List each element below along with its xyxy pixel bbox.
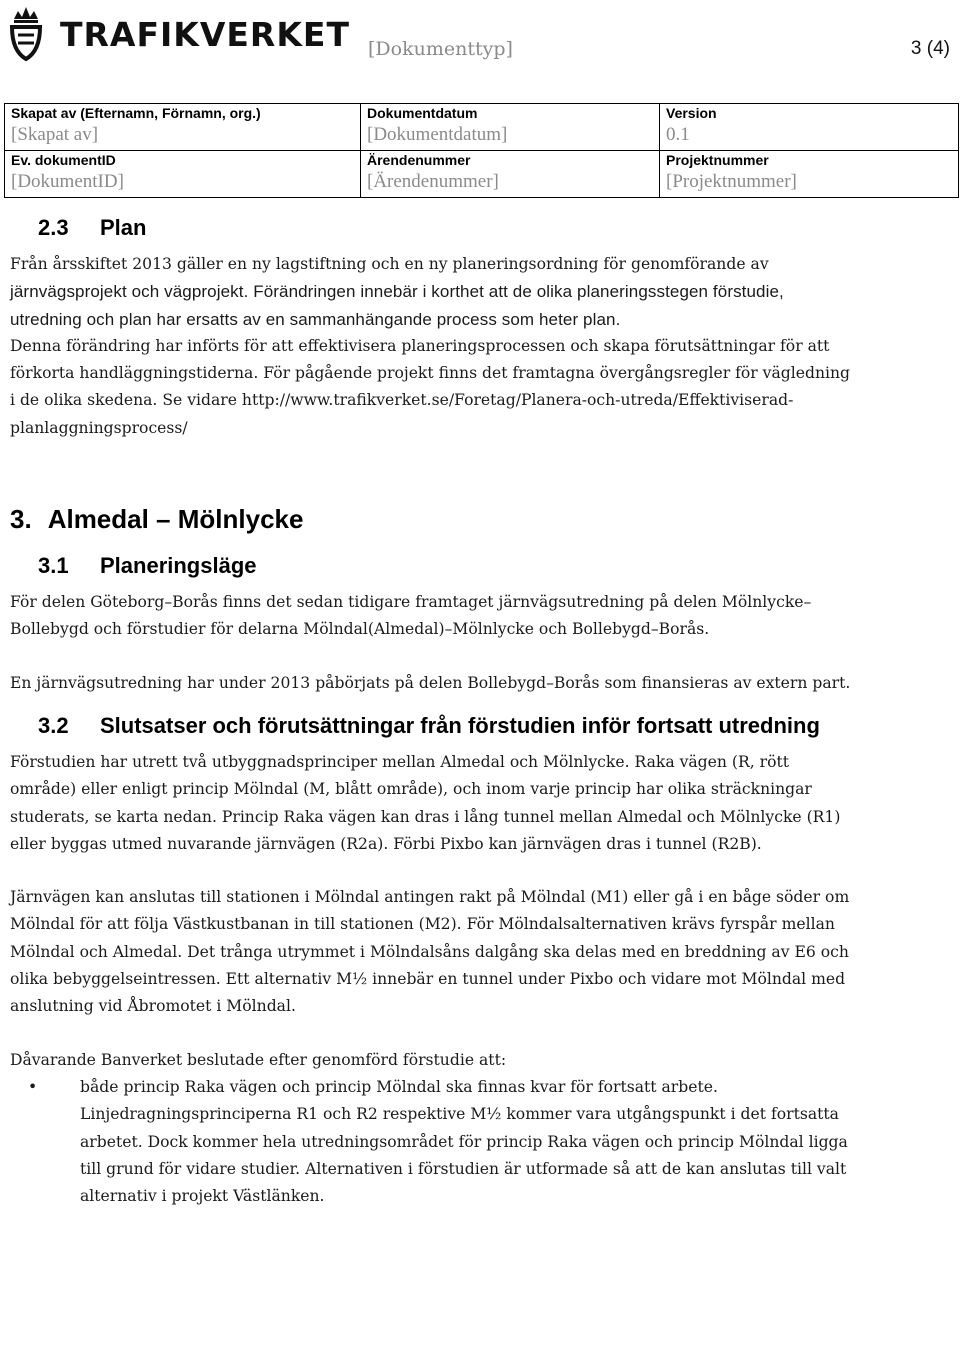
- page-number: 3 (4): [910, 38, 950, 59]
- metadata-cell: [361, 151, 660, 198]
- document-body: [10, 215, 855, 1210]
- section-number: 2.3: [38, 215, 69, 240]
- page-header: [0, 0, 960, 100]
- section-heading-3-1: [10, 553, 855, 579]
- paragraph: Förstudien har utrett två utbyggnadsprinciper mellan Almedal och Mölnlycke. Raka vägen (R, rött område) eller enligt princip Mölndal (M, blått område), och inom varje princip har olika sträckningar studerats, se karta nedan. Princip Raka vägen kan dras i lång tunnel mellan Almedal och Mölnlycke (R1) eller byggas utmed nuvarande järnvägen (R2a). Förbi Pixbo kan järnvägen dras i tunnel (R2B).: [10, 752, 841, 853]
- metadata-label: Dokumentdatum: [367, 105, 478, 121]
- crown-logo-icon: [6, 5, 46, 63]
- section-title: Almedal – Mölnlycke: [47, 504, 304, 535]
- metadata-value: [Skapat av]: [11, 124, 99, 145]
- section-number: 3.1: [38, 553, 69, 579]
- section-title: Slutsatser och förutsättningar från förstudien inför fortsatt utredning: [100, 712, 820, 738]
- metadata-row: [5, 151, 959, 198]
- metadata-value: [Ärendenummer]: [367, 171, 499, 192]
- metadata-label: Projektnummer: [666, 152, 769, 168]
- metadata-label: Version: [666, 105, 717, 121]
- metadata-cell: [5, 104, 361, 151]
- metadata-row: [5, 104, 959, 151]
- paragraph: Från årsskiftet 2013 gäller en ny lagstiftning och en ny planeringsordning för genomförande av: [10, 255, 769, 273]
- metadata-value: [Projektnummer]: [666, 171, 797, 192]
- list-item: [10, 1074, 855, 1210]
- metadata-value: [DokumentID]: [11, 171, 124, 192]
- metadata-value: [Dokumentdatum]: [367, 124, 508, 145]
- paragraph: Denna förändring har införts för att effektivisera planeringsprocessen och skapa förutsättningar för att förkorta handläggningstiderna. För pågående projekt finns det framtagna övergångsregler för vägledning i de olika skedena. Se vidare http://www.trafikverket.se/Foretag/Planera-och-utreda/Effektiviserad-planlaggningsprocess/: [10, 336, 851, 437]
- section-heading-3-2: [10, 713, 855, 739]
- section-title: Plan: [100, 215, 147, 240]
- document-type: [Dokumenttyp]: [368, 38, 513, 60]
- section-heading-2-3: [10, 215, 855, 241]
- metadata-cell: [660, 151, 959, 198]
- list-item-text: både princip Raka vägen och princip Mölndal ska finnas kvar för fortsatt arbete. Linjedragningsprinciperna R1 och R2 respektive M½ kommer vara utgångspunkt i det fortsatta arbetet. Dock kommer hela utredningsområdet för princip Raka vägen och princip Mölndal ligga till grund för vidare studier. Alternativen i förstudien är utformade så att de kan anslutas till valt alternativ i projekt Västlänken.: [80, 1077, 848, 1206]
- paragraph: En järnvägsutredning har under 2013 påbörjats på delen Bollebygd–Borås som finansieras av extern part.: [10, 673, 851, 692]
- section-title: Planeringsläge: [100, 553, 257, 579]
- metadata-label: Ärendenummer: [367, 152, 471, 168]
- bullet-list: [10, 1074, 855, 1210]
- document-metadata-table: [4, 103, 959, 198]
- logo-wordmark: TRAFIKVERKET: [60, 14, 350, 54]
- section-number: 3.: [10, 504, 32, 535]
- metadata-cell: [5, 151, 361, 198]
- metadata-label: Skapat av (Efternamn, Förnamn, org.): [11, 105, 261, 121]
- section-number: 3.2: [38, 712, 69, 738]
- bullet-icon: •: [28, 1077, 38, 1096]
- paragraph: Dåvarande Banverket beslutade efter genomförd förstudie att:: [10, 1050, 507, 1069]
- metadata-label: Ev. dokumentID: [11, 152, 116, 168]
- trafikverket-logo: [6, 4, 350, 64]
- paragraph: järnvägsprojekt och vägprojekt. Förändringen innebär i korthet att de olika planeringsstegen förstudie, utredning och plan har ersatts av en sammanhängande process som heter plan.: [10, 282, 784, 329]
- paragraph: Järnvägen kan anslutas till stationen i Mölndal antingen rakt på Mölndal (M1) eller gå i en båge söder om Mölndal för att följa Västkustbanan in till stationen (M2). För Mölndalsalternativen krävs fyrspår mellan Mölndal och Almedal. Det trånga utrymmet i Mölndalsåns dalgång ska delas med en breddning av E6 och olika bebyggelseintressen. Ett alternativ M½ innebär en tunnel under Pixbo och vidare mot Mölndal med anslutning vid Åbromotet i Mölndal.: [10, 888, 850, 1016]
- section-heading-3: [10, 504, 855, 535]
- metadata-cell: [660, 104, 959, 151]
- metadata-value: 0.1: [666, 124, 690, 145]
- paragraph: För delen Göteborg–Borås finns det sedan tidigare framtaget järnvägsutredning på delen Mölnlycke–Bollebygd och förstudier för delarna Mölndal(Almedal)–Mölnlycke och Bollebygd–Borås.: [10, 593, 812, 639]
- metadata-cell: [361, 104, 660, 151]
